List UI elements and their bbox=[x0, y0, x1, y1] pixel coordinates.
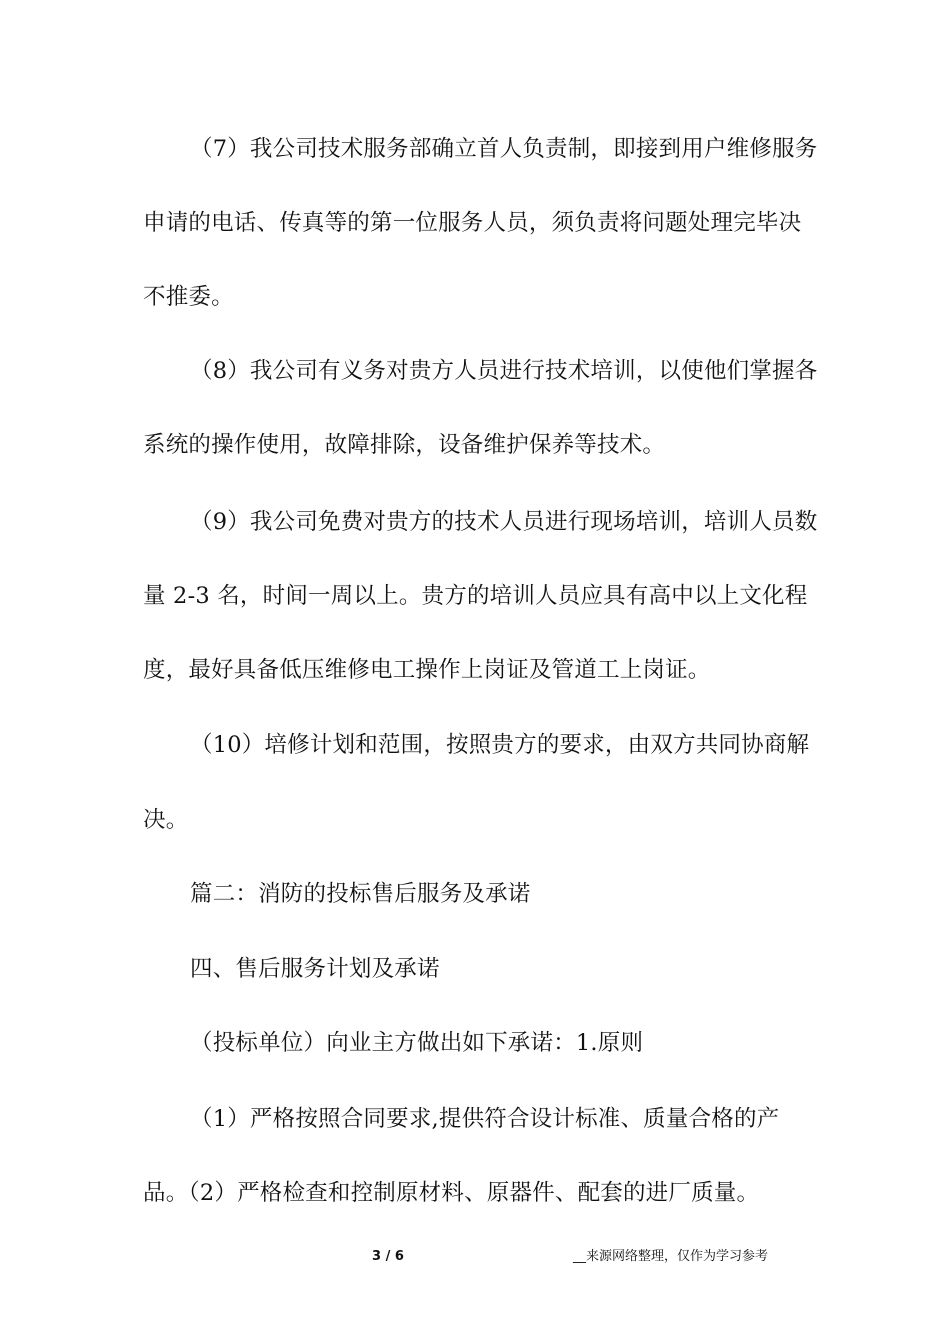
subsection-heading: 四、售后服务计划及承诺 bbox=[190, 956, 440, 982]
section-heading: 篇二：消防的投标售后服务及承诺 bbox=[190, 881, 531, 907]
paragraph-9-line-2: 量 2-3 名，时间一周以上。贵方的培训人员应具有高中以上文化程 bbox=[143, 583, 808, 609]
paragraph-8-line-1: （8）我公司有义务对贵方人员进行技术培训，以使他们掌握各 bbox=[190, 358, 818, 384]
source-note: __来源网络整理，仅作为学习参考 bbox=[573, 1249, 769, 1264]
paragraph-7-line-3: 不推委。 bbox=[143, 284, 234, 310]
page-number: 3 / 6 bbox=[372, 1249, 404, 1264]
paragraph-10-line-2: 决。 bbox=[143, 807, 189, 833]
paragraph-7-line-2: 申请的电话、传真等的第一位服务人员，须负责将问题处理完毕决 bbox=[143, 210, 802, 236]
paragraph-7-line-1: （7）我公司技术服务部确立首人负责制，即接到用户维修服务 bbox=[190, 136, 818, 162]
paragraph-9-line-1: （9）我公司免费对贵方的技术人员进行现场培训，培训人员数 bbox=[190, 509, 818, 535]
paragraph-8-line-2: 系统的操作使用，故障排除，设备维护保养等技术。 bbox=[143, 432, 666, 458]
paragraph-10-line-1: （10）培修计划和范围，按照贵方的要求，由双方共同协商解 bbox=[190, 732, 810, 758]
paragraph-9-line-3: 度，最好具备低压维修电工操作上岗证及管道工上岗证。 bbox=[143, 657, 711, 683]
principle-1-line-1: （1）严格按照合同要求,提供符合设计标准、质量合格的产 bbox=[190, 1106, 780, 1132]
principle-1-line-2: 品。（2）严格检查和控制原材料、原器件、配套的进厂质量。 bbox=[143, 1180, 760, 1206]
commitment-intro: （投标单位）向业主方做出如下承诺：1.原则 bbox=[190, 1030, 644, 1056]
